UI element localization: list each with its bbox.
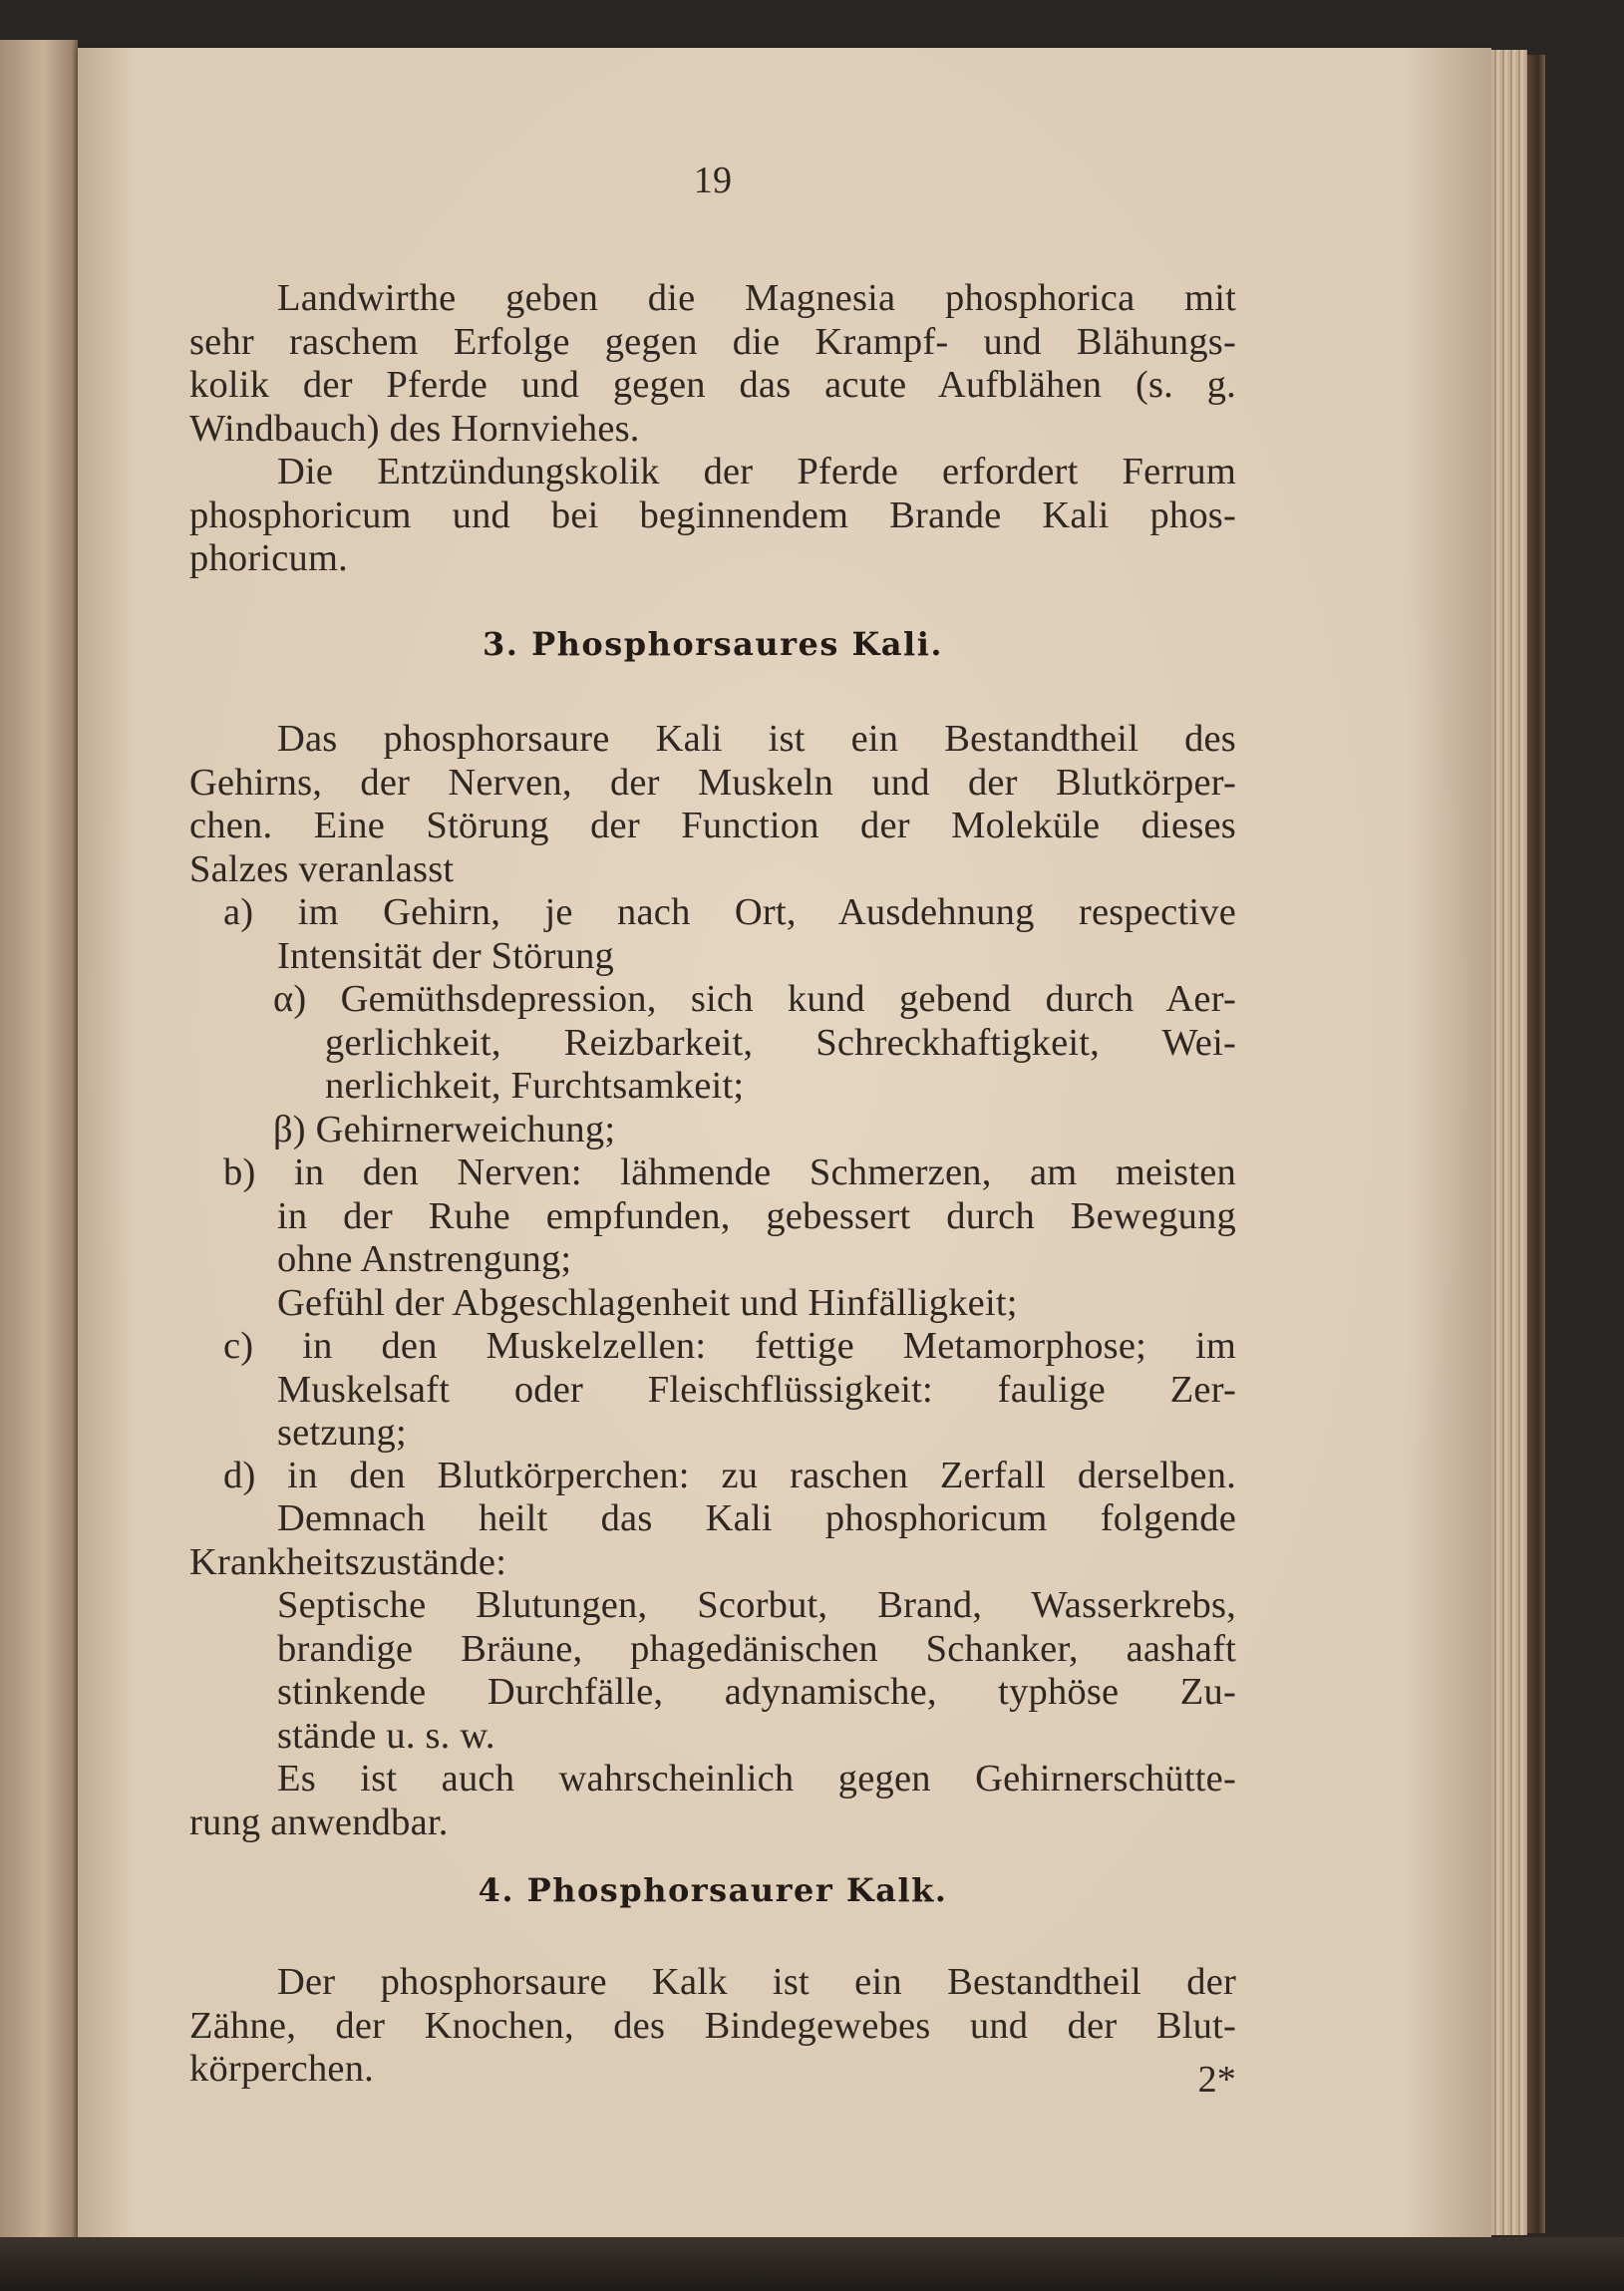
- text-line: d) in den Blutkörperchen: zu raschen Zerfall derselben.: [223, 1455, 1236, 1496]
- text-line: α) Gemüthsdepression, sich kund gebend durch Aer-: [273, 978, 1236, 1020]
- left-page-edge: [0, 40, 78, 2258]
- text-line: ohne Anstrengung;: [277, 1238, 572, 1280]
- text-line: stände u. s. w.: [277, 1714, 495, 1757]
- text-line: Krankheitszustände:: [189, 1540, 507, 1583]
- paragraph-4: [189, 1497, 1236, 1584]
- text-line: Septische Blutungen, Scorbut, Brand, Wasserkrebs,: [277, 1584, 1236, 1626]
- book-cover-edge: [1527, 55, 1545, 2233]
- paragraph-3: [189, 718, 1236, 891]
- text-line: Die Entzündungskolik der Pferde erfordert Ferrum: [277, 451, 1236, 492]
- background-shadow: [0, 2237, 1624, 2291]
- text-line: Intensität der Störung: [277, 934, 615, 977]
- text-line: Demnach heilt das Kali phosphoricum folgende: [277, 1497, 1236, 1539]
- text-line: β) Gehirnerweichung;: [273, 1109, 616, 1150]
- text-line: nerlichkeit, Furchtsamkeit;: [325, 1065, 745, 1107]
- text-line: phoricum.: [189, 537, 348, 579]
- paragraph-2: [189, 451, 1236, 581]
- text-line: Salzes veranlasst: [189, 847, 455, 890]
- text-line: kolik der Pferde und gegen das acute Aufblähen (s. g.: [189, 364, 1236, 406]
- text-line: Landwirthe geben die Magnesia phosphorica mit: [277, 277, 1236, 319]
- text-line: Gefühl der Abgeschlagenheit und Hinfälligkeit;: [277, 1281, 1018, 1324]
- paragraph-6: [189, 1758, 1236, 1844]
- text-line: Der phosphorsaure Kalk ist ein Bestandtheil der: [277, 1961, 1236, 2003]
- list-item-d: [223, 1455, 1236, 1498]
- text-line: stinkende Durchfälle, adynamische, typhöse Zu-: [277, 1671, 1236, 1713]
- list-item-beta: [273, 1109, 1236, 1152]
- section-heading-4: 4. Phosphorsaurer Kalk.: [478, 1871, 948, 1909]
- section-heading-3: 3. Phosphorsaures Kali.: [483, 625, 943, 663]
- list-item-b: [223, 1151, 1236, 1325]
- page-number: 19: [693, 160, 733, 201]
- text-line: Das phosphorsaure Kali ist ein Bestandtheil des: [277, 718, 1236, 760]
- text-line: Windbauch) des Hornviehes.: [189, 407, 640, 450]
- signature-mark: 2*: [1197, 2059, 1236, 2101]
- text-line: a) im Gehirn, je nach Ort, Ausdehnung respective: [223, 891, 1236, 933]
- text-line: Zähne, der Knochen, des Bindegewebes und der Blut-: [189, 2004, 1236, 2047]
- list-item-alpha: [273, 978, 1236, 1109]
- text-line: Es ist auch wahrscheinlich gegen Gehirnerschütte-: [277, 1758, 1236, 1800]
- page-stack-edge: [1491, 50, 1527, 2235]
- paragraph-7: [189, 1961, 1236, 2092]
- text-line: in der Ruhe empfunden, gebessert durch Bewegung: [277, 1194, 1236, 1237]
- text-line: rung anwendbar.: [189, 1800, 449, 1843]
- text-line: phosphoricum und bei beginnendem Brande Kali phos-: [189, 493, 1236, 536]
- text-line: gerlichkeit, Reizbarkeit, Schreckhaftigkeit, Wei-: [325, 1021, 1236, 1064]
- text-line: brandige Bräune, phagedänischen Schanker, aashaft: [277, 1627, 1236, 1670]
- text-line: c) in den Muskelzellen: fettige Metamorphose; im: [223, 1325, 1236, 1367]
- text-line: sehr raschem Erfolge gegen die Krampf- und Blähungs-: [189, 320, 1236, 363]
- list-item-c: [223, 1325, 1236, 1456]
- paragraph-5: [277, 1584, 1236, 1758]
- text-line: Muskelsaft oder Fleischflüssigkeit: faulige Zer-: [277, 1368, 1236, 1411]
- paragraph-1: [189, 277, 1236, 451]
- text-line: b) in den Nerven: lähmende Schmerzen, am meisten: [223, 1151, 1236, 1193]
- text-line: setzung;: [277, 1412, 407, 1454]
- text-line: Gehirns, der Nerven, der Muskeln und der Blutkörper-: [189, 761, 1236, 804]
- text-line: chen. Eine Störung der Function der Moleküle dieses: [189, 805, 1236, 846]
- text-line: körperchen.: [189, 2048, 374, 2090]
- list-item-a: [223, 891, 1236, 978]
